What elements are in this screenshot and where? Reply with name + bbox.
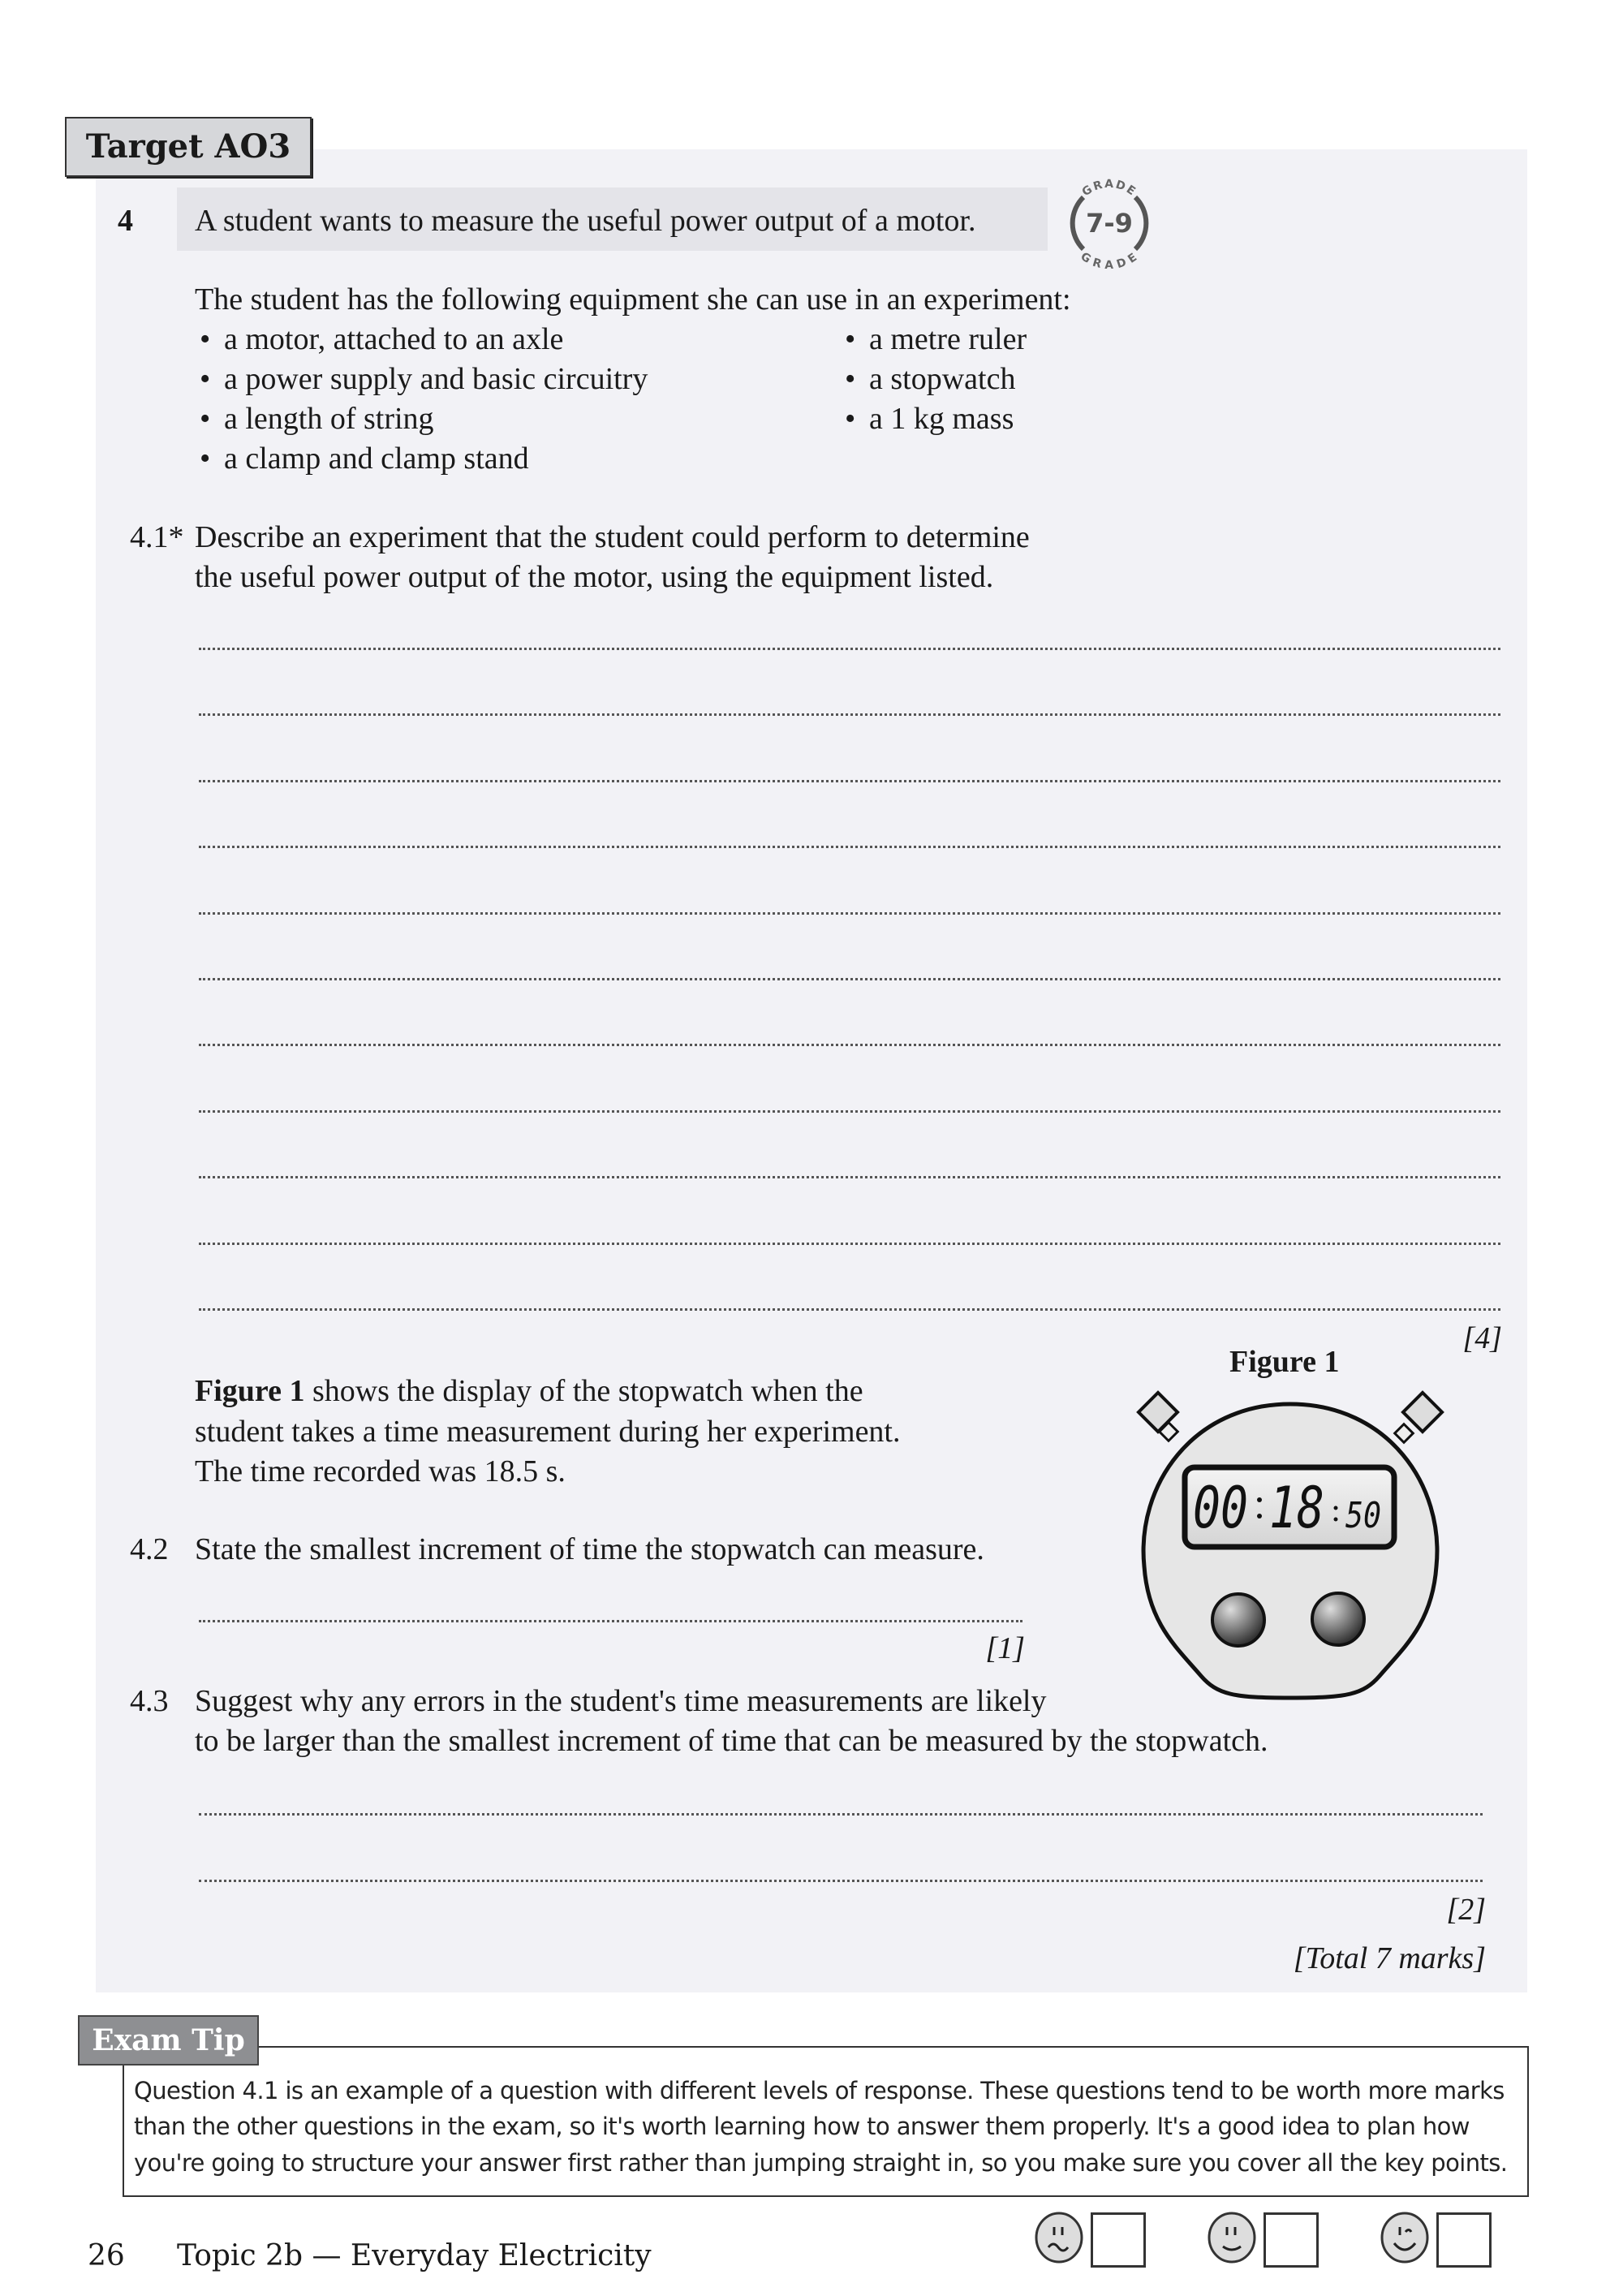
display-colon-dot [1334, 1518, 1338, 1522]
display-hundredths: 50 [1345, 1495, 1381, 1536]
q41-answer-line[interactable] [199, 648, 1500, 650]
q41-answer-line[interactable] [199, 1044, 1500, 1046]
q41-answer-line[interactable] [199, 713, 1500, 716]
confident-checkbox[interactable] [1436, 2212, 1492, 2268]
bullet: • [845, 362, 856, 396]
q43-number: 4.3 [130, 1684, 169, 1718]
q43-answer-line[interactable] [199, 1880, 1483, 1882]
grade-range: 7-9 [1086, 208, 1133, 239]
equipment-item: a motor, attached to an axle [224, 322, 564, 356]
figure-reference: Figure 1 [195, 1374, 305, 1408]
equipment-item: a clamp and clamp stand [224, 442, 529, 476]
q41-line-1: Describe an experiment that the student could perform to determine [195, 520, 1030, 554]
figure-text-rest: shows the display of the stopwatch when the [304, 1374, 863, 1408]
equipment-item: a 1 kg mass [869, 402, 1014, 436]
q41-answer-line[interactable] [199, 1110, 1500, 1113]
equipment-item: a length of string [224, 402, 434, 436]
bullet: • [200, 402, 211, 436]
stopwatch-figure [1120, 1380, 1461, 1704]
q41-answer-line[interactable] [199, 912, 1500, 915]
left-crown-button [1139, 1393, 1177, 1441]
q42-number: 4.2 [130, 1532, 169, 1566]
q41-number: 4.1* [130, 520, 184, 554]
q42-text: State the smallest increment of time the stopwatch can measure. [195, 1532, 984, 1566]
page-number: 26 [88, 2239, 125, 2272]
bullet: • [200, 322, 211, 356]
bullet: • [200, 442, 211, 476]
okay-face-icon [1205, 2211, 1259, 2264]
figure-text-line-2: student takes a time measurement during her experiment. [195, 1415, 901, 1449]
question-stem: A student wants to measure the useful power output of a motor. [195, 204, 976, 238]
figure-text-line-1 [195, 1372, 863, 1411]
equipment-item: a power supply and basic circuitry [224, 362, 648, 396]
display-minutes: 00 [1193, 1475, 1248, 1541]
display-seconds: 18 [1269, 1475, 1324, 1541]
q43-marks: [2] [1446, 1893, 1486, 1927]
svg-text:GRADE [1078, 250, 1141, 272]
display-colon-dot [1334, 1506, 1338, 1510]
q43-line-2: to be larger than the smallest increment of time that can be measured by the stopwatch. [195, 1724, 1268, 1758]
figure-text-line-3: The time recorded was 18.5 s. [195, 1454, 566, 1488]
unsure-checkbox[interactable] [1091, 2212, 1146, 2268]
exam-tip-label: Exam Tip [78, 2015, 259, 2066]
q41-answer-line[interactable] [199, 780, 1500, 782]
q41-answer-line[interactable] [199, 1243, 1500, 1245]
equipment-item: a metre ruler [869, 322, 1027, 356]
grade-bottom: GRADE [1078, 250, 1141, 273]
q42-answer-line[interactable] [199, 1620, 1022, 1622]
reset-button [1312, 1593, 1364, 1645]
q41-answer-line[interactable] [199, 1308, 1500, 1311]
q43-answer-line[interactable] [199, 1813, 1483, 1816]
okay-checkbox[interactable] [1264, 2212, 1319, 2268]
bullet: • [845, 402, 856, 436]
q41-answer-line[interactable] [199, 978, 1500, 980]
q41-line-2: the useful power output of the motor, using the equipment listed. [195, 560, 994, 594]
q43-line-1: Suggest why any errors in the student's time measurements are likely [195, 1684, 1047, 1718]
exam-tip-line: than the other questions in the exam, so it's worth learning how to answer them properly. It's a good idea to plan how [134, 2113, 1470, 2140]
exam-tip-line: you're going to structure your answer first rather than jumping straight in, so you make sure you cover all the key points. [134, 2149, 1508, 2177]
total-marks: [Total 7 marks] [1293, 1941, 1486, 1975]
q42-marks: [1] [985, 1631, 1025, 1665]
grade-top: GRADE [1079, 177, 1139, 200]
display-colon-dot [1257, 1497, 1262, 1502]
question-number: 4 [118, 204, 133, 238]
exam-tip-line: Question 4.1 is an example of a question with different levels of response. These questions tend to be worth more marks [134, 2077, 1505, 2104]
right-crown-button [1395, 1393, 1442, 1442]
figure-label: Figure 1 [1229, 1345, 1340, 1379]
confident-face-icon [1378, 2211, 1431, 2264]
target-label: Target AO3 [65, 117, 312, 177]
svg-text:GRADE [1080, 178, 1139, 199]
bullet: • [845, 322, 856, 356]
q41-marks: [4] [1462, 1321, 1502, 1355]
stopwatch-body [1143, 1404, 1437, 1698]
equipment-item: a stopwatch [869, 362, 1016, 396]
equipment-intro: The student has the following equipment she can use in an experiment: [195, 282, 1071, 317]
grade-badge [1059, 173, 1160, 274]
bullet: • [200, 362, 211, 396]
unsure-face-icon [1032, 2211, 1086, 2264]
display-colon-dot [1257, 1514, 1262, 1518]
start-button [1212, 1594, 1264, 1646]
q41-answer-line[interactable] [199, 846, 1500, 848]
topic-title: Topic 2b — Everyday Electricity [177, 2239, 652, 2272]
q41-answer-line[interactable] [199, 1176, 1500, 1178]
